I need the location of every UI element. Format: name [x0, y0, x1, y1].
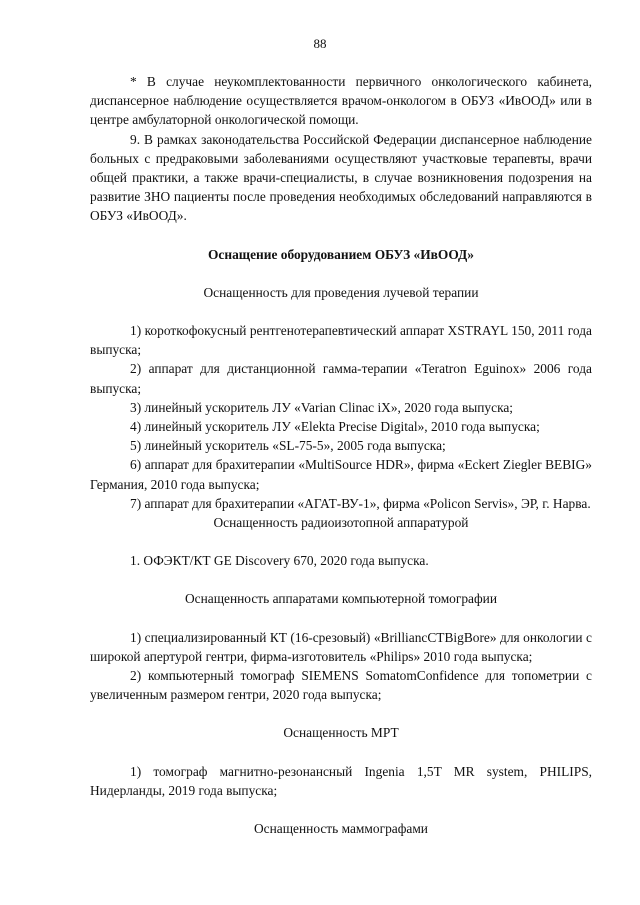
list-item: 7) аппарат для брахитерапии «АГАТ-ВУ-1», фирма «Policon Servis», ЭР, г. Нарва.	[130, 495, 591, 511]
list-item: 5) линейный ускоритель «SL-75-5», 2005 года выпуска;	[130, 438, 446, 454]
page-body	[90, 72, 592, 838]
list-item: 1. ОФЭКТ/КТ GE Discovery 670, 2020 года выпуска.	[130, 553, 429, 569]
section-heading-radiation: Оснащенность для проведения лучевой терапии	[203, 284, 479, 300]
list-item: 1) короткофокусный рентгенотерапевтический аппарат XSTRAYL 150, 2011 года выпуска;	[90, 323, 592, 358]
paragraph-item-9: 9. В рамках законодательства Российской Федерации диспансерное наблюдение больных с предраковыми заболеваниями осуществляют участковые терапевты, врачи общей практики, а также врачи-специалисты, в случае возникновения подозрения на развитие ЗНО пациенты после проведения необходимых обследований направляются в ОБУЗ «ИвООД».	[90, 131, 592, 224]
list-item: 3) линейный ускоритель ЛУ «Varian Clinac iX», 2020 года выпуска;	[130, 399, 514, 415]
list-item: 1) специализированный КТ (16-срезовый) «BrilliancCTBigBore» для онкологии с широкой апертурой гентри, фирма-изготовитель «Philips» 2010 года выпуска;	[90, 629, 592, 664]
section-heading-mri: Оснащенность МРТ	[283, 725, 399, 741]
main-heading: Оснащение оборудованием ОБУЗ «ИвООД»	[208, 246, 474, 262]
section-heading-ct: Оснащенность аппаратами компьютерной томографии	[185, 591, 497, 607]
paragraph-footnote: * В случае неукомплектованности первичного онкологического кабинета, диспансерное наблюдение осуществляется врачом-онкологом в ОБУЗ «ИвООД» или в центре амбулаторной онкологической помощи.	[90, 74, 592, 128]
list-item: 6) аппарат для брахитерапии «MultiSource HDR», фирма «Eckert Ziegler BEBIG» Германия, 2010 года выпуска;	[90, 457, 592, 492]
section-heading-mammography: Оснащенность маммографами	[254, 821, 428, 837]
list-item: 2) компьютерный томограф SIEMENS SomatomConfidence для топометрии с увеличенным размером гентри, 2020 года выпуска;	[90, 668, 592, 703]
list-item: 2) аппарат для дистанционной гамма-терапии «Teratron Eguinox» 2006 года выпуска;	[90, 361, 592, 396]
page-number: 88	[313, 36, 327, 51]
section-heading-radioisotope: Оснащенность радиоизотопной аппаратурой	[213, 515, 469, 531]
list-item: 4) линейный ускоритель ЛУ «Elekta Precise Digital», 2010 года выпуска;	[130, 419, 540, 435]
list-item: 1) томограф магнитно-резонансный Ingenia 1,5T MR system, PHILIPS, Нидерланды, 2019 года выпуска;	[90, 763, 592, 798]
